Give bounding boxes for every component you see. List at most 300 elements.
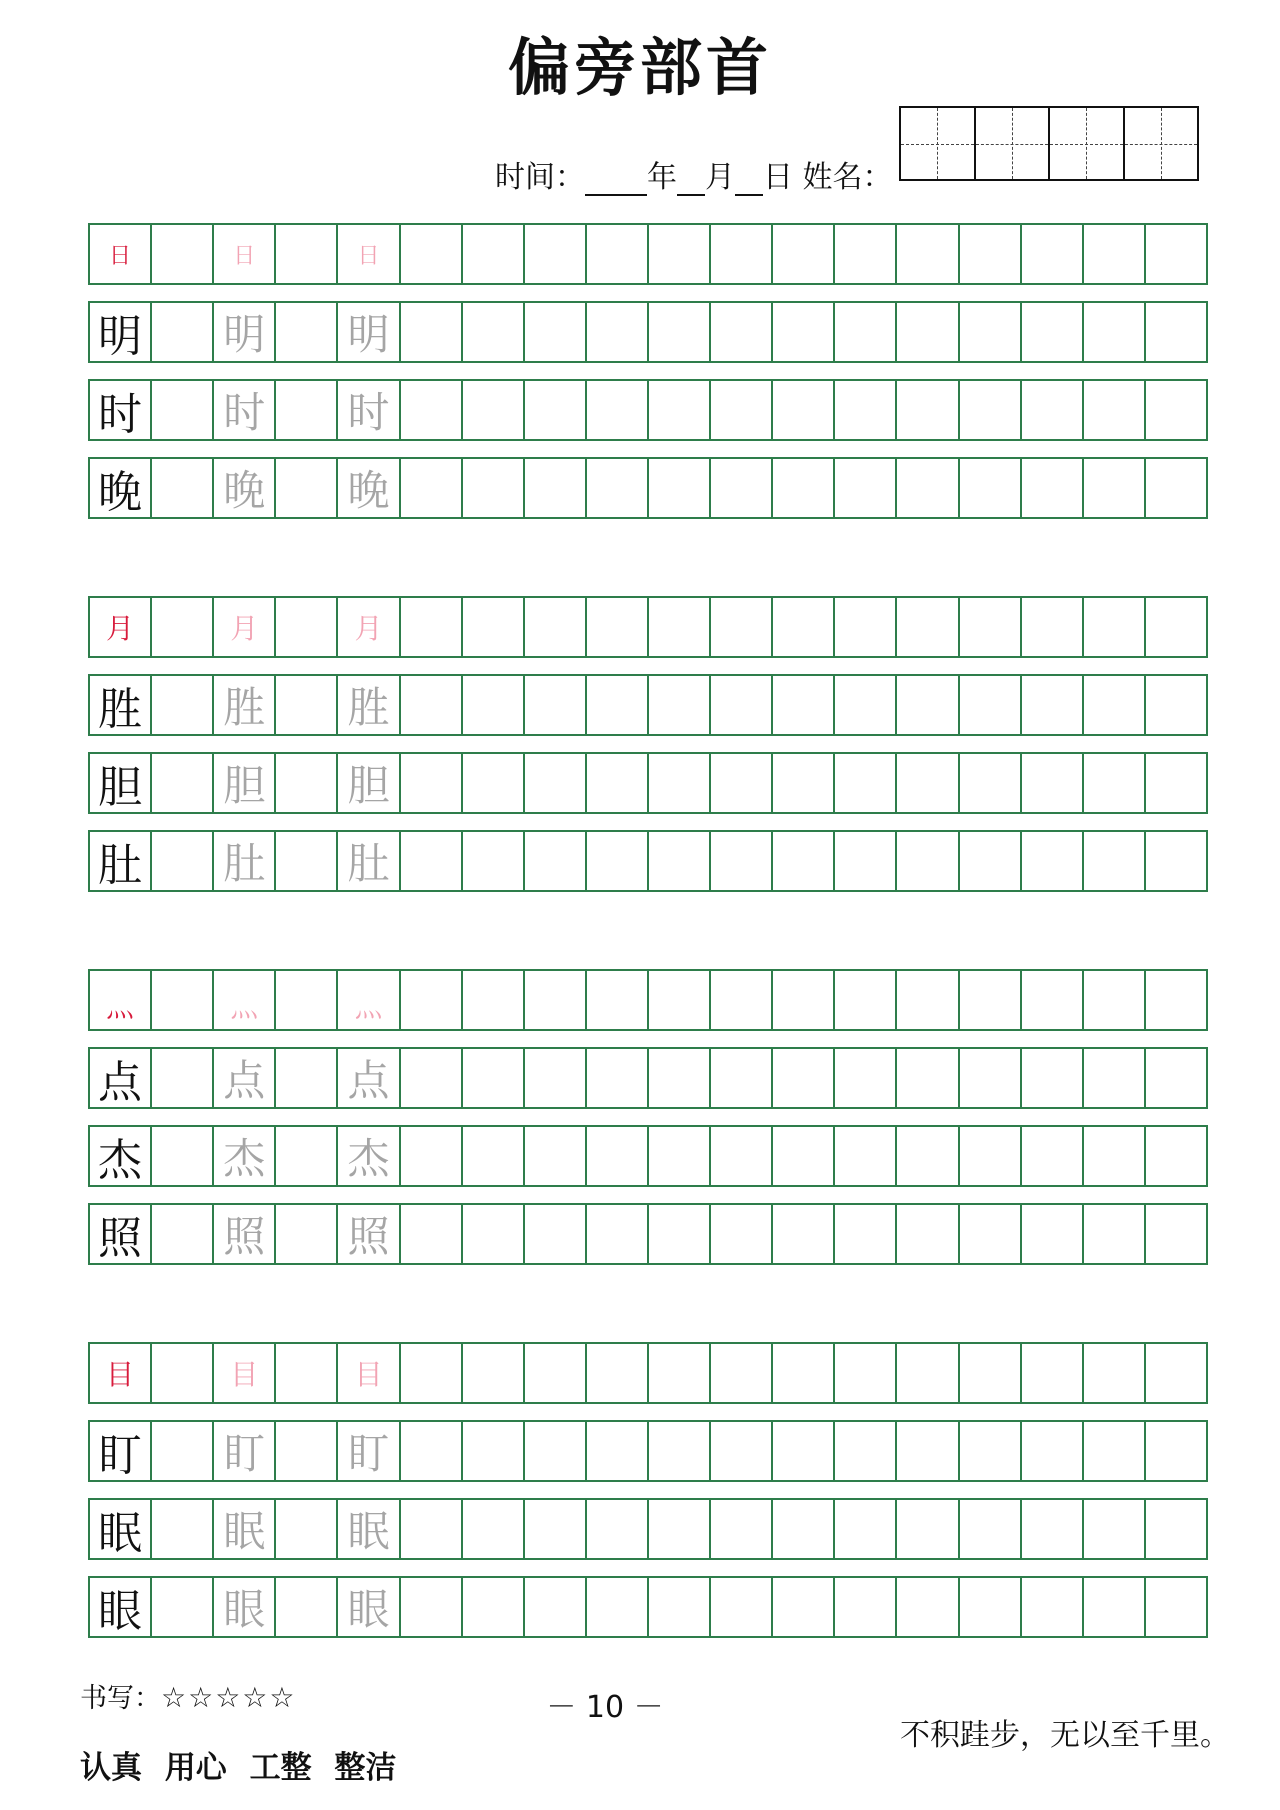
character-trace-cell[interactable]: 胆	[214, 754, 276, 812]
practice-cell[interactable]	[587, 1578, 649, 1636]
practice-cell[interactable]	[276, 459, 338, 517]
month-blank[interactable]	[677, 166, 705, 196]
practice-cell[interactable]	[401, 1344, 463, 1402]
practice-cell[interactable]	[463, 754, 525, 812]
practice-cell[interactable]	[463, 381, 525, 439]
practice-cell[interactable]	[835, 459, 897, 517]
day-blank[interactable]	[735, 166, 763, 196]
practice-cell[interactable]	[960, 598, 1022, 656]
character-row	[88, 1420, 1208, 1482]
practice-cell[interactable]	[276, 754, 338, 812]
practice-cell[interactable]	[1084, 598, 1146, 656]
practice-cell[interactable]	[773, 459, 835, 517]
practice-cell[interactable]	[1022, 1205, 1084, 1263]
practice-cell[interactable]	[587, 971, 649, 1029]
practice-cell[interactable]	[276, 1205, 338, 1263]
character-model-cell[interactable]: 晚	[90, 459, 152, 517]
practice-cell[interactable]	[276, 1578, 338, 1636]
practice-cell[interactable]	[897, 1422, 959, 1480]
practice-cell[interactable]	[773, 754, 835, 812]
character-model-cell[interactable]: 杰	[90, 1127, 152, 1185]
practice-cell[interactable]	[1084, 676, 1146, 734]
practice-cell[interactable]	[711, 1127, 773, 1185]
practice-cell[interactable]	[276, 381, 338, 439]
practice-cell[interactable]	[1146, 971, 1206, 1029]
radical-model-cell[interactable]: 月	[90, 598, 152, 656]
practice-cell[interactable]	[463, 1127, 525, 1185]
practice-cell[interactable]	[1022, 381, 1084, 439]
practice-cell[interactable]	[401, 459, 463, 517]
practice-cell[interactable]	[960, 832, 1022, 890]
practice-cell[interactable]	[649, 1578, 711, 1636]
practice-cell[interactable]	[897, 1205, 959, 1263]
practice-cell[interactable]	[401, 225, 463, 283]
character-trace-cell[interactable]: 胜	[338, 676, 400, 734]
character-trace-cell[interactable]: 肚	[214, 832, 276, 890]
practice-cell[interactable]	[773, 971, 835, 1029]
practice-cell[interactable]	[1146, 1500, 1206, 1558]
radical-trace-cell[interactable]: 日	[214, 225, 276, 283]
radical-model-cell[interactable]: 目	[90, 1344, 152, 1402]
practice-cell[interactable]	[773, 832, 835, 890]
practice-cell[interactable]	[711, 832, 773, 890]
practice-cell[interactable]	[401, 1127, 463, 1185]
practice-cell[interactable]	[835, 1205, 897, 1263]
practice-cell[interactable]	[835, 381, 897, 439]
practice-cell[interactable]	[587, 1127, 649, 1185]
practice-cell[interactable]	[835, 1422, 897, 1480]
practice-cell[interactable]	[711, 598, 773, 656]
name-cell[interactable]	[901, 108, 976, 179]
practice-cell[interactable]	[960, 754, 1022, 812]
practice-cell[interactable]	[401, 1422, 463, 1480]
name-cell[interactable]	[976, 108, 1051, 179]
practice-cell[interactable]	[835, 971, 897, 1029]
practice-cell[interactable]	[525, 676, 587, 734]
practice-cell[interactable]	[401, 1578, 463, 1636]
practice-cell[interactable]	[835, 303, 897, 361]
radical-trace-cell[interactable]: 日	[338, 225, 400, 283]
practice-cell[interactable]	[773, 381, 835, 439]
character-trace-cell[interactable]: 眠	[338, 1500, 400, 1558]
name-grid[interactable]	[899, 106, 1199, 181]
practice-cell[interactable]	[463, 832, 525, 890]
practice-cell[interactable]	[773, 1422, 835, 1480]
practice-cell[interactable]	[1146, 1127, 1206, 1185]
practice-cell[interactable]	[897, 1049, 959, 1107]
character-model-cell[interactable]: 眠	[90, 1500, 152, 1558]
practice-cell[interactable]	[897, 1500, 959, 1558]
practice-cell[interactable]	[960, 1049, 1022, 1107]
practice-cell[interactable]	[649, 303, 711, 361]
practice-cell[interactable]	[897, 832, 959, 890]
practice-cell[interactable]	[649, 1422, 711, 1480]
practice-cell[interactable]	[711, 971, 773, 1029]
practice-cell[interactable]	[960, 1578, 1022, 1636]
radical-trace-cell[interactable]: 灬	[338, 971, 400, 1029]
practice-cell[interactable]	[525, 1049, 587, 1107]
practice-cell[interactable]	[960, 1422, 1022, 1480]
practice-cell[interactable]	[1084, 1205, 1146, 1263]
practice-cell[interactable]	[897, 1344, 959, 1402]
practice-cell[interactable]	[401, 381, 463, 439]
practice-cell[interactable]	[525, 459, 587, 517]
practice-cell[interactable]	[276, 1049, 338, 1107]
practice-cell[interactable]	[1022, 598, 1084, 656]
practice-cell[interactable]	[152, 1344, 214, 1402]
practice-cell[interactable]	[463, 598, 525, 656]
practice-cell[interactable]	[401, 832, 463, 890]
practice-cell[interactable]	[1022, 225, 1084, 283]
practice-cell[interactable]	[1084, 1127, 1146, 1185]
name-cell[interactable]	[1050, 108, 1125, 179]
practice-cell[interactable]	[276, 303, 338, 361]
practice-cell[interactable]	[152, 1578, 214, 1636]
radical-trace-cell[interactable]: 目	[214, 1344, 276, 1402]
practice-cell[interactable]	[152, 381, 214, 439]
character-trace-cell[interactable]: 胆	[338, 754, 400, 812]
character-model-cell[interactable]: 眼	[90, 1578, 152, 1636]
practice-cell[interactable]	[463, 1344, 525, 1402]
practice-cell[interactable]	[1146, 1422, 1206, 1480]
practice-cell[interactable]	[960, 676, 1022, 734]
practice-cell[interactable]	[649, 1500, 711, 1558]
character-trace-cell[interactable]: 盯	[214, 1422, 276, 1480]
practice-cell[interactable]	[587, 1422, 649, 1480]
radical-model-cell[interactable]: 日	[90, 225, 152, 283]
practice-cell[interactable]	[525, 303, 587, 361]
character-trace-cell[interactable]: 点	[338, 1049, 400, 1107]
practice-cell[interactable]	[152, 1127, 214, 1185]
practice-cell[interactable]	[1146, 1049, 1206, 1107]
practice-cell[interactable]	[1084, 754, 1146, 812]
practice-cell[interactable]	[1084, 1578, 1146, 1636]
practice-cell[interactable]	[1084, 1422, 1146, 1480]
practice-cell[interactable]	[1022, 676, 1084, 734]
practice-cell[interactable]	[649, 676, 711, 734]
practice-cell[interactable]	[1084, 1500, 1146, 1558]
practice-cell[interactable]	[1022, 459, 1084, 517]
practice-cell[interactable]	[835, 676, 897, 734]
practice-cell[interactable]	[525, 1578, 587, 1636]
practice-cell[interactable]	[401, 1205, 463, 1263]
practice-cell[interactable]	[773, 1049, 835, 1107]
character-trace-cell[interactable]: 明	[338, 303, 400, 361]
name-cell[interactable]	[1125, 108, 1198, 179]
practice-cell[interactable]	[897, 598, 959, 656]
year-blank[interactable]	[585, 166, 647, 196]
practice-cell[interactable]	[711, 754, 773, 812]
character-trace-cell[interactable]: 肚	[338, 832, 400, 890]
practice-cell[interactable]	[525, 1127, 587, 1185]
practice-cell[interactable]	[152, 1049, 214, 1107]
character-trace-cell[interactable]: 明	[214, 303, 276, 361]
practice-cell[interactable]	[525, 971, 587, 1029]
practice-cell[interactable]	[711, 459, 773, 517]
character-model-cell[interactable]: 肚	[90, 832, 152, 890]
practice-cell[interactable]	[152, 459, 214, 517]
character-model-cell[interactable]: 盯	[90, 1422, 152, 1480]
practice-cell[interactable]	[1146, 225, 1206, 283]
practice-cell[interactable]	[649, 1049, 711, 1107]
practice-cell[interactable]	[525, 225, 587, 283]
practice-cell[interactable]	[711, 1578, 773, 1636]
practice-cell[interactable]	[587, 676, 649, 734]
practice-cell[interactable]	[1146, 598, 1206, 656]
practice-cell[interactable]	[1022, 1578, 1084, 1636]
practice-cell[interactable]	[525, 1422, 587, 1480]
practice-cell[interactable]	[525, 754, 587, 812]
character-model-cell[interactable]: 点	[90, 1049, 152, 1107]
practice-cell[interactable]	[401, 1500, 463, 1558]
practice-cell[interactable]	[649, 1344, 711, 1402]
practice-cell[interactable]	[773, 1578, 835, 1636]
practice-cell[interactable]	[587, 598, 649, 656]
practice-cell[interactable]	[463, 1049, 525, 1107]
character-trace-cell[interactable]: 眠	[214, 1500, 276, 1558]
practice-cell[interactable]	[897, 303, 959, 361]
practice-cell[interactable]	[525, 598, 587, 656]
practice-cell[interactable]	[960, 225, 1022, 283]
practice-cell[interactable]	[1084, 971, 1146, 1029]
practice-cell[interactable]	[152, 1422, 214, 1480]
practice-cell[interactable]	[1146, 1344, 1206, 1402]
practice-cell[interactable]	[463, 1422, 525, 1480]
practice-cell[interactable]	[897, 676, 959, 734]
practice-cell[interactable]	[960, 1127, 1022, 1185]
character-trace-cell[interactable]: 眼	[214, 1578, 276, 1636]
character-model-cell[interactable]: 时	[90, 381, 152, 439]
practice-cell[interactable]	[1084, 459, 1146, 517]
practice-cell[interactable]	[711, 381, 773, 439]
practice-cell[interactable]	[587, 459, 649, 517]
practice-cell[interactable]	[649, 754, 711, 812]
practice-cell[interactable]	[1084, 303, 1146, 361]
practice-cell[interactable]	[897, 1578, 959, 1636]
practice-cell[interactable]	[1084, 1049, 1146, 1107]
practice-cell[interactable]	[835, 832, 897, 890]
practice-cell[interactable]	[1146, 1578, 1206, 1636]
practice-cell[interactable]	[773, 225, 835, 283]
practice-cell[interactable]	[649, 598, 711, 656]
radical-trace-cell[interactable]: 月	[338, 598, 400, 656]
practice-cell[interactable]	[152, 598, 214, 656]
practice-cell[interactable]	[276, 676, 338, 734]
practice-cell[interactable]	[897, 225, 959, 283]
practice-cell[interactable]	[835, 225, 897, 283]
practice-cell[interactable]	[401, 676, 463, 734]
character-trace-cell[interactable]: 盯	[338, 1422, 400, 1480]
character-trace-cell[interactable]: 时	[338, 381, 400, 439]
practice-cell[interactable]	[773, 1205, 835, 1263]
practice-cell[interactable]	[711, 1422, 773, 1480]
practice-cell[interactable]	[960, 1344, 1022, 1402]
practice-cell[interactable]	[773, 676, 835, 734]
practice-cell[interactable]	[711, 1049, 773, 1107]
practice-cell[interactable]	[711, 1500, 773, 1558]
practice-cell[interactable]	[960, 459, 1022, 517]
practice-cell[interactable]	[835, 1500, 897, 1558]
practice-cell[interactable]	[152, 754, 214, 812]
practice-cell[interactable]	[897, 1127, 959, 1185]
character-trace-cell[interactable]: 晚	[338, 459, 400, 517]
practice-cell[interactable]	[835, 1127, 897, 1185]
practice-cell[interactable]	[649, 1205, 711, 1263]
practice-cell[interactable]	[1146, 1205, 1206, 1263]
character-model-cell[interactable]: 胜	[90, 676, 152, 734]
practice-cell[interactable]	[152, 303, 214, 361]
practice-cell[interactable]	[835, 1049, 897, 1107]
character-trace-cell[interactable]: 杰	[214, 1127, 276, 1185]
practice-cell[interactable]	[649, 459, 711, 517]
year-label: 年	[647, 160, 677, 195]
practice-cell[interactable]	[152, 676, 214, 734]
practice-cell[interactable]	[1022, 832, 1084, 890]
practice-cell[interactable]	[835, 1578, 897, 1636]
practice-cell[interactable]	[463, 676, 525, 734]
practice-cell[interactable]	[587, 303, 649, 361]
practice-cell[interactable]	[276, 1500, 338, 1558]
practice-cell[interactable]	[587, 1205, 649, 1263]
character-trace-cell[interactable]: 胜	[214, 676, 276, 734]
practice-cell[interactable]	[463, 459, 525, 517]
practice-cell[interactable]	[1146, 381, 1206, 439]
practice-cell[interactable]	[463, 1578, 525, 1636]
practice-cell[interactable]	[960, 303, 1022, 361]
practice-cell[interactable]	[525, 1205, 587, 1263]
practice-cell[interactable]	[276, 971, 338, 1029]
practice-cell[interactable]	[1146, 303, 1206, 361]
practice-cell[interactable]	[401, 754, 463, 812]
practice-cell[interactable]	[897, 971, 959, 1029]
practice-cell[interactable]	[711, 1344, 773, 1402]
practice-cell[interactable]	[773, 303, 835, 361]
practice-cell[interactable]	[587, 1500, 649, 1558]
character-trace-cell[interactable]: 照	[338, 1205, 400, 1263]
character-model-cell[interactable]: 明	[90, 303, 152, 361]
practice-cell[interactable]	[152, 1205, 214, 1263]
practice-cell[interactable]	[276, 832, 338, 890]
practice-cell[interactable]	[649, 832, 711, 890]
character-trace-cell[interactable]: 眼	[338, 1578, 400, 1636]
practice-cell[interactable]	[897, 381, 959, 439]
practice-cell[interactable]	[960, 971, 1022, 1029]
practice-cell[interactable]	[960, 1500, 1022, 1558]
character-model-cell[interactable]: 照	[90, 1205, 152, 1263]
practice-cell[interactable]	[1146, 832, 1206, 890]
practice-cell[interactable]	[1084, 225, 1146, 283]
practice-cell[interactable]	[960, 381, 1022, 439]
practice-cell[interactable]	[587, 225, 649, 283]
practice-cell[interactable]	[152, 1500, 214, 1558]
practice-cell[interactable]	[276, 1344, 338, 1402]
practice-cell[interactable]	[1022, 1422, 1084, 1480]
practice-cell[interactable]	[1022, 1049, 1084, 1107]
practice-cell[interactable]	[711, 1205, 773, 1263]
practice-cell[interactable]	[773, 1500, 835, 1558]
practice-cell[interactable]	[276, 598, 338, 656]
character-trace-cell[interactable]: 照	[214, 1205, 276, 1263]
practice-cell[interactable]	[1022, 971, 1084, 1029]
radical-trace-cell[interactable]: 灬	[214, 971, 276, 1029]
practice-cell[interactable]	[152, 832, 214, 890]
practice-cell[interactable]	[711, 225, 773, 283]
practice-cell[interactable]	[276, 1422, 338, 1480]
practice-cell[interactable]	[587, 832, 649, 890]
practice-cell[interactable]	[1084, 832, 1146, 890]
star-rating[interactable]: ☆☆☆☆☆	[161, 1681, 297, 1714]
practice-cell[interactable]	[773, 598, 835, 656]
character-trace-cell[interactable]: 时	[214, 381, 276, 439]
practice-cell[interactable]	[1022, 303, 1084, 361]
practice-cell[interactable]	[1146, 459, 1206, 517]
day-label: 日	[763, 160, 793, 195]
practice-cell[interactable]	[835, 598, 897, 656]
practice-cell[interactable]	[1084, 1344, 1146, 1402]
practice-cell[interactable]	[711, 303, 773, 361]
practice-cell[interactable]	[152, 225, 214, 283]
practice-cell[interactable]	[835, 754, 897, 812]
practice-cell[interactable]	[587, 754, 649, 812]
practice-cell[interactable]	[1022, 1127, 1084, 1185]
practice-cell[interactable]	[1146, 754, 1206, 812]
practice-cell[interactable]	[463, 1205, 525, 1263]
practice-cell[interactable]	[401, 598, 463, 656]
practice-cell[interactable]	[276, 1127, 338, 1185]
practice-cell[interactable]	[463, 303, 525, 361]
character-model-cell[interactable]: 胆	[90, 754, 152, 812]
practice-cell[interactable]	[525, 381, 587, 439]
radical-trace-cell[interactable]: 目	[338, 1344, 400, 1402]
character-trace-cell[interactable]: 杰	[338, 1127, 400, 1185]
practice-cell[interactable]	[276, 225, 338, 283]
practice-cell[interactable]	[463, 225, 525, 283]
practice-cell[interactable]	[773, 1344, 835, 1402]
practice-cell[interactable]	[1022, 754, 1084, 812]
practice-cell[interactable]	[525, 832, 587, 890]
practice-cell[interactable]	[1022, 1344, 1084, 1402]
practice-cell[interactable]	[463, 1500, 525, 1558]
practice-cell[interactable]	[1084, 381, 1146, 439]
practice-cell[interactable]	[401, 303, 463, 361]
practice-cell[interactable]	[711, 676, 773, 734]
practice-cell[interactable]	[463, 971, 525, 1029]
character-trace-cell[interactable]: 点	[214, 1049, 276, 1107]
practice-cell[interactable]	[587, 381, 649, 439]
radical-trace-cell[interactable]: 月	[214, 598, 276, 656]
practice-cell[interactable]	[1022, 1500, 1084, 1558]
practice-cell[interactable]	[401, 1049, 463, 1107]
practice-cell[interactable]	[525, 1344, 587, 1402]
practice-cell[interactable]	[525, 1500, 587, 1558]
radical-model-cell[interactable]: 灬	[90, 971, 152, 1029]
practice-cell[interactable]	[649, 225, 711, 283]
practice-cell[interactable]	[152, 971, 214, 1029]
practice-cell[interactable]	[897, 754, 959, 812]
practice-cell[interactable]	[1146, 676, 1206, 734]
character-trace-cell[interactable]: 晚	[214, 459, 276, 517]
practice-cell[interactable]	[649, 1127, 711, 1185]
practice-cell[interactable]	[897, 459, 959, 517]
practice-cell[interactable]	[401, 971, 463, 1029]
practice-cell[interactable]	[773, 1127, 835, 1185]
practice-cell[interactable]	[649, 971, 711, 1029]
practice-cell[interactable]	[835, 1344, 897, 1402]
practice-cell[interactable]	[587, 1344, 649, 1402]
practice-cell[interactable]	[587, 1049, 649, 1107]
practice-cell[interactable]	[960, 1205, 1022, 1263]
practice-cell[interactable]	[649, 381, 711, 439]
